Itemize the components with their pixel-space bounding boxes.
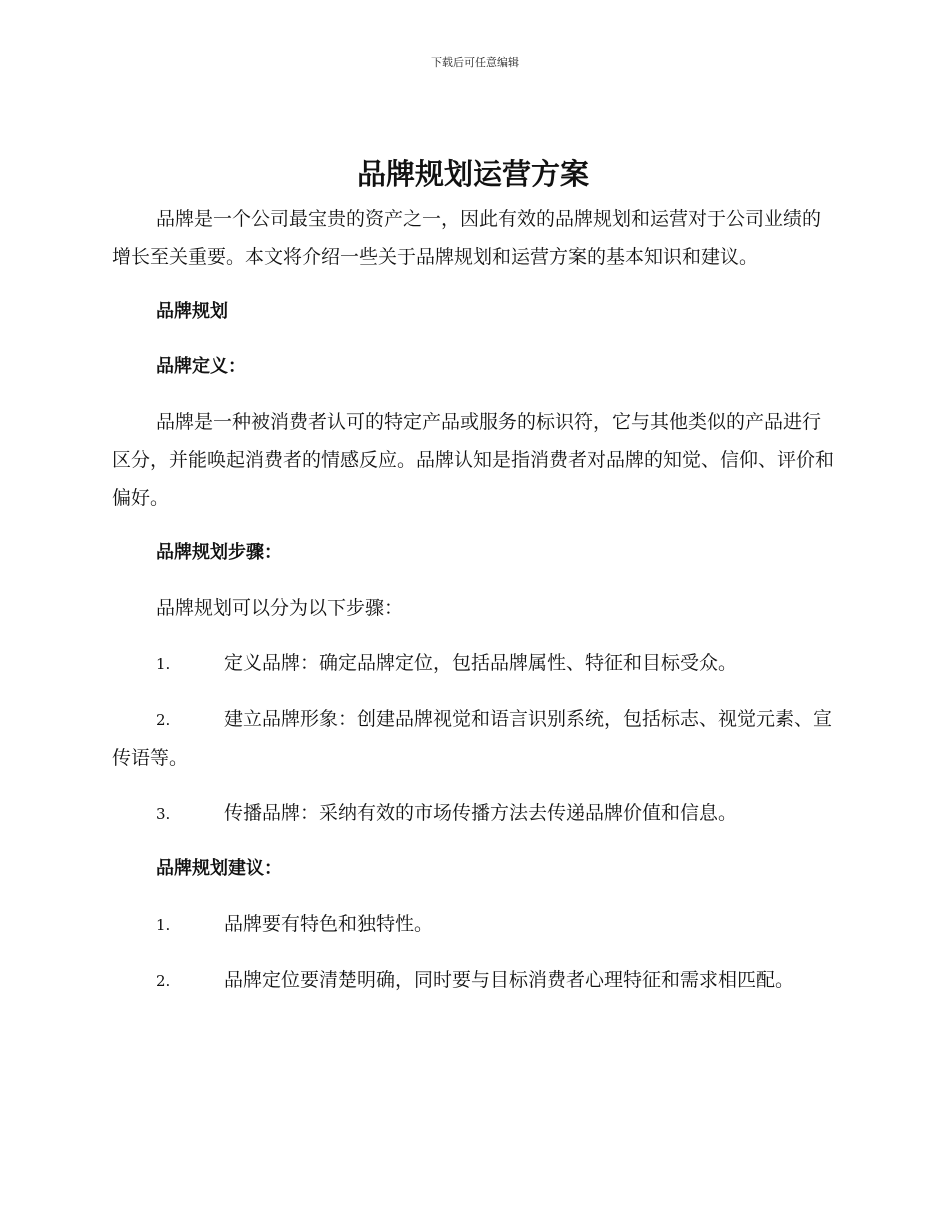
section-heading-brand-planning: 品牌规划 xyxy=(156,301,228,322)
list-item-number: 1. xyxy=(156,916,171,934)
document-title: 品牌规划运营方案 xyxy=(356,157,589,191)
subheading-brand-definition: 品牌定义： xyxy=(156,356,246,377)
list-item xyxy=(112,700,834,777)
page-header: 下载后可任意编辑 xyxy=(431,56,519,69)
list-item-text: 建立品牌形象：创建品牌视觉和语言识别系统，包括标志、视觉元素、宣传语等。 xyxy=(112,708,833,769)
list-item-text: 品牌要有特色和独特性。 xyxy=(224,913,434,935)
list-item-text: 传播品牌：采纳有效的市场传播方法去传递品牌价值和信息。 xyxy=(224,802,738,824)
subheading-planning-advice: 品牌规划建议： xyxy=(156,858,282,879)
list-item-number: 2. xyxy=(156,972,171,990)
definition-paragraph: 品牌是一种被消费者认可的特定产品或服务的标识符，它与其他类似的产品进行区分，并能唤起消费者的情感反应。品牌认知是指消费者对品牌的知觉、信仰、评价和偏好。 xyxy=(112,411,835,509)
list-item-number: 1. xyxy=(156,655,171,673)
list-item-text: 品牌定位要清楚明确，同时要与目标消费者心理特征和需求相匹配。 xyxy=(224,969,795,991)
list-item xyxy=(112,961,834,1000)
list-item xyxy=(112,905,834,944)
subheading-planning-steps: 品牌规划步骤： xyxy=(156,542,282,563)
steps-lead-paragraph: 品牌规划可以分为以下步骤： xyxy=(156,597,404,619)
document-body xyxy=(112,148,834,1000)
list-item-number: 3. xyxy=(156,805,171,823)
list-item-text: 定义品牌：确定品牌定位，包括品牌属性、特征和目标受众。 xyxy=(224,652,738,674)
list-item xyxy=(112,794,834,833)
intro-paragraph: 品牌是一个公司最宝贵的资产之一，因此有效的品牌规划和运营对于公司业绩的增长至关重要。本文将介绍一些关于品牌规划和运营方案的基本知识和建议。 xyxy=(112,208,822,268)
list-item xyxy=(112,644,834,683)
list-item-number: 2. xyxy=(156,711,171,729)
